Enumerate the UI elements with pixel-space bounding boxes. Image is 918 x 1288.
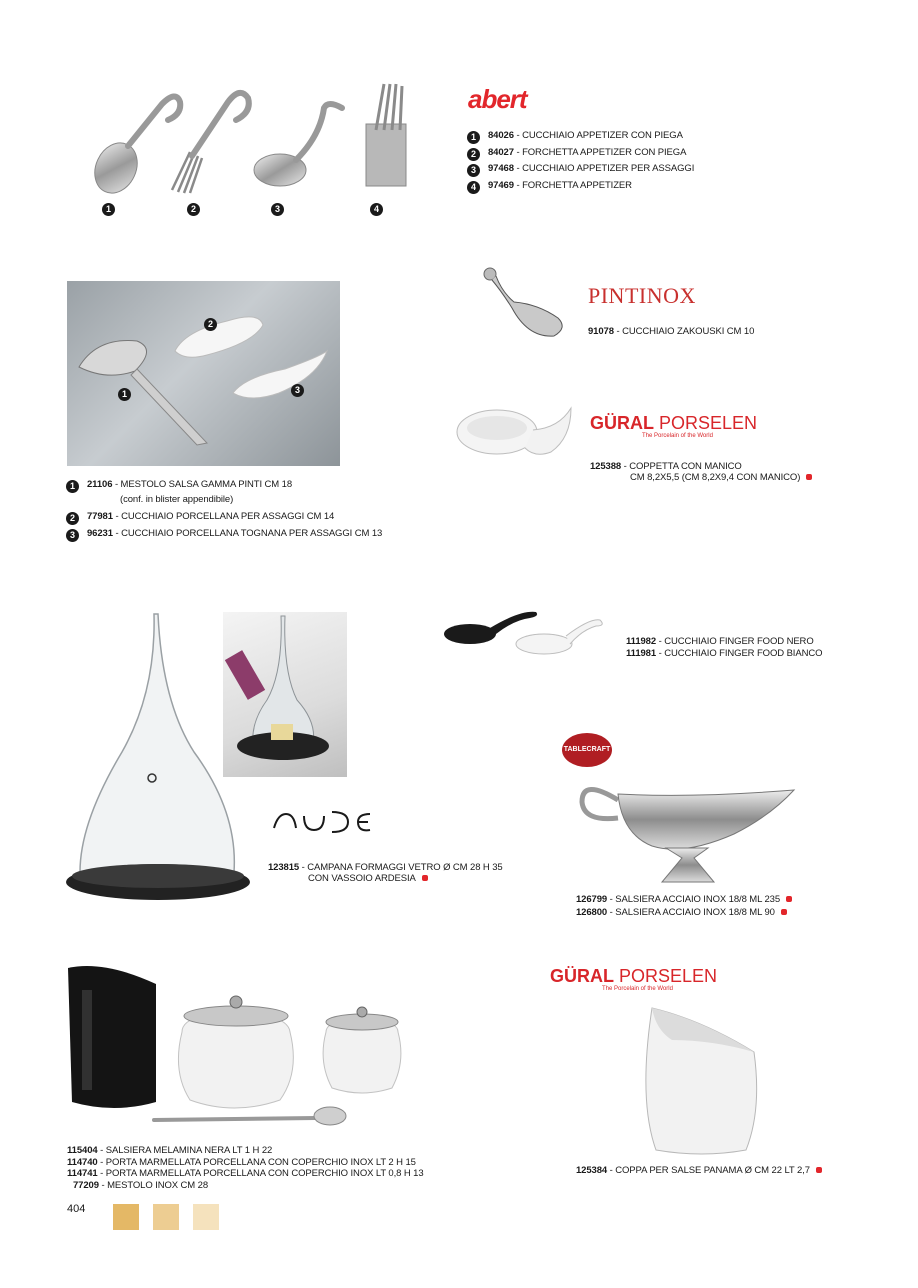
list-item: 111982 - CUCCHIAIO FINGER FOOD NERO bbox=[626, 636, 814, 647]
marker-2: 2 bbox=[204, 318, 217, 331]
gural-logo bbox=[550, 966, 717, 987]
marker-2: 2 bbox=[187, 203, 200, 216]
color-swatch-2 bbox=[153, 1204, 179, 1230]
tablecraft-list bbox=[576, 893, 792, 919]
cloche-photo bbox=[223, 612, 347, 777]
abert-logo: abert bbox=[468, 84, 527, 114]
list-item: 4 97469 - FORCHETTA APPETIZER bbox=[467, 178, 694, 195]
marker-1: 1 bbox=[118, 388, 131, 401]
nude-logo bbox=[272, 808, 376, 836]
panama-bowl-image bbox=[632, 1000, 766, 1156]
gural-tagline: The Porcelain of the World bbox=[602, 986, 673, 992]
zakouski-spoon-image bbox=[478, 262, 568, 346]
section2-list bbox=[66, 479, 382, 542]
spoons-illustration bbox=[67, 281, 340, 466]
list-item: 1 21106 - MESTOLO SALSA GAMMA PINTI CM 18 bbox=[66, 479, 382, 493]
tasting-spoons-photo bbox=[67, 281, 340, 466]
list-item: 2 84027 - FORCHETTA APPETIZER CON PIEGA bbox=[467, 145, 694, 162]
nude-item: 123815 - CAMPANA FORMAGGI VETRO Ø CM 28 H 35 CON VASSOIO ARDESIA bbox=[268, 862, 503, 884]
list-item-sub: (conf. in blister appendibile) bbox=[120, 494, 234, 505]
list-item: 114740 - PORTA MARMELLATA PORCELLANA CON COPERCHIO INOX LT 2 H 15 bbox=[67, 1156, 416, 1168]
pintinox-item: 91078 - CUCCHIAIO ZAKOUSKI CM 10 bbox=[588, 326, 755, 337]
tablecraft-logo: TABLECRAFT bbox=[562, 733, 612, 767]
new-marker-dot bbox=[422, 875, 428, 881]
list-item: 115404 - SALSIERA MELAMINA NERA LT 1 H 22 bbox=[67, 1145, 273, 1156]
gural-brand: GÜRAL bbox=[590, 413, 654, 433]
list-item: 3 97468 - CUCCHIAIO APPETIZER PER ASSAGGI bbox=[467, 161, 694, 178]
new-marker-dot bbox=[806, 474, 812, 480]
marker-4: 4 bbox=[370, 203, 383, 216]
new-marker-dot bbox=[816, 1167, 822, 1173]
list-item: 111981 - CUCCHIAIO FINGER FOOD BIANCO bbox=[626, 648, 823, 659]
section1-list bbox=[467, 128, 694, 194]
handled-bowl-image bbox=[455, 402, 575, 474]
list-item: 126800 - SALSIERA ACCIAIO INOX 18/8 ML 90 bbox=[576, 906, 792, 919]
list-item: 114741 - PORTA MARMELLATA PORCELLANA CON COPERCHIO INOX LT 0,8 H 13 bbox=[67, 1168, 424, 1179]
finger-food-list bbox=[626, 636, 822, 660]
new-marker-dot bbox=[781, 909, 787, 915]
list-item: 1 84026 - CUCCHIAIO APPETIZER CON PIEGA bbox=[467, 128, 694, 145]
gural-logo bbox=[590, 413, 757, 434]
gural-brand: GÜRAL bbox=[550, 966, 614, 986]
pintinox-logo: PINTINOX bbox=[588, 283, 696, 308]
marker-1: 1 bbox=[102, 203, 115, 216]
appetizer-cutlery-image bbox=[80, 80, 430, 200]
marker-3: 3 bbox=[291, 384, 304, 397]
gural2-item: 125384 - COPPA PER SALSE PANAMA Ø CM 22 LT 2,7 bbox=[576, 1163, 822, 1180]
finger-food-spoons-image bbox=[440, 600, 610, 660]
sauce-containers-image bbox=[64, 962, 412, 1144]
gural-brand-light: PORSELEN bbox=[654, 413, 758, 433]
list-item: 126799 - SALSIERA ACCIAIO INOX 18/8 ML 235 bbox=[576, 893, 792, 906]
gural1-item: 125388 - COPPETTA CON MANICO CM 8,2X5,5 (CM 8,2X9,4 CON MANICO) bbox=[590, 461, 812, 483]
gural-brand-light: PORSELEN bbox=[614, 966, 718, 986]
list-item: 2 77981 - CUCCHIAIO PORCELLANA PER ASSAGGI CM 14 bbox=[66, 509, 382, 526]
color-swatch-3 bbox=[193, 1204, 219, 1230]
bottom-left-list bbox=[67, 1145, 424, 1191]
gural-tagline: The Porcelain of the World bbox=[642, 433, 713, 439]
marker-3: 3 bbox=[271, 203, 284, 216]
color-swatch-1 bbox=[113, 1204, 139, 1230]
gravy-boat-image bbox=[574, 772, 800, 890]
cloche-photo-illustration bbox=[223, 612, 347, 777]
list-item: 3 96231 - CUCCHIAIO PORCELLANA TOGNANA PER ASSAGGI CM 13 bbox=[66, 526, 382, 543]
list-item: 77209 - MESTOLO INOX CM 28 bbox=[73, 1179, 209, 1191]
page-number: 404 bbox=[67, 1203, 86, 1215]
new-marker-dot bbox=[786, 896, 792, 902]
